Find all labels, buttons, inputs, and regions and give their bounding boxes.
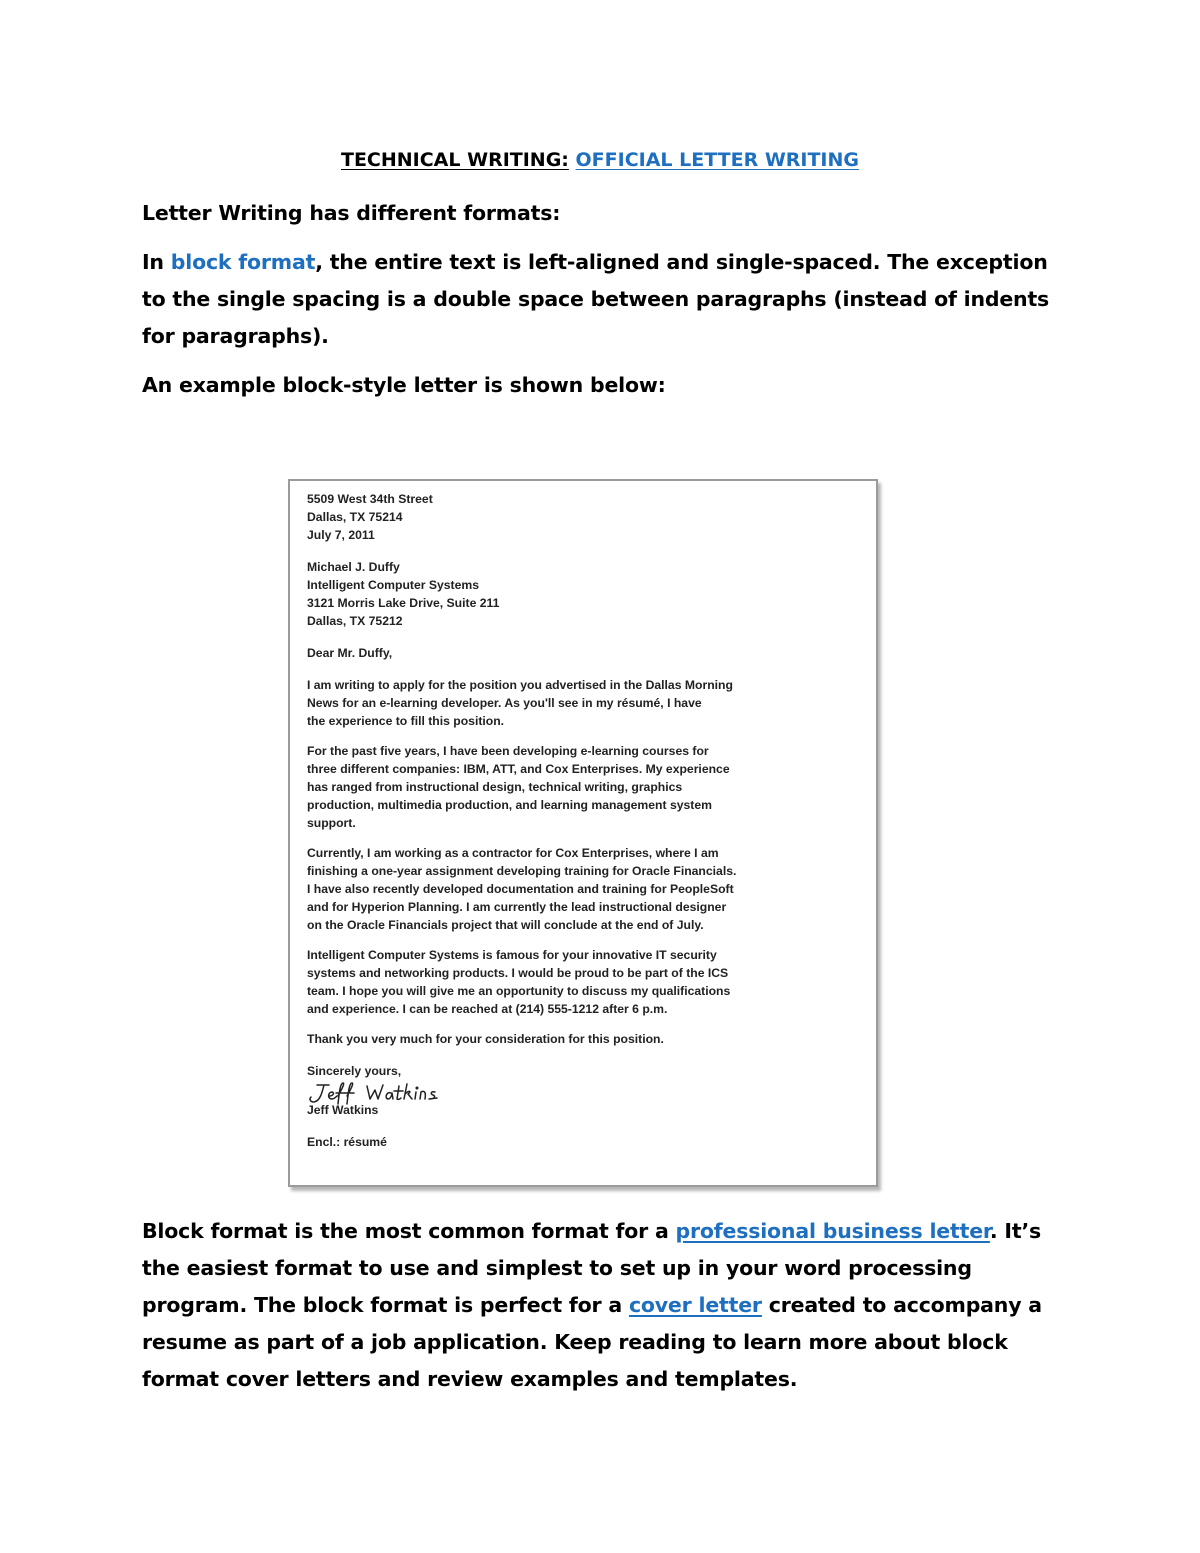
sender-line: Dallas, TX 75214 [307,510,403,524]
recipient-line: Intelligent Computer Systems [307,578,480,592]
page-title [0,146,1200,174]
letter-paragraph [307,676,867,730]
closing-text: created to accompany a resume as part of a job application. Keep reading to learn more about block format cover letters and review examples and templates. [142,1293,1042,1391]
letter-line: has ranged from instructional design, technical writing, graphics [307,780,683,794]
letter-paragraph [307,946,867,1018]
letter-line: I am writing to apply for the position you advertised in the Dallas Morning [307,678,733,692]
letter-paragraph [307,1030,867,1048]
letter-line: on the Oracle Financials project that will conclude at the end of July. [307,918,704,932]
letter-line: and experience. I can be reached at (214) 555-1212 after 6 p.m. [307,1002,668,1016]
cover-letter-link[interactable]: cover letter [628,1293,762,1317]
intro-paragraph: Letter Writing has different formats: [142,201,561,225]
recipient-line: Michael J. Duffy [307,560,400,574]
recipient-line: 3121 Morris Lake Drive, Suite 211 [307,596,500,610]
letter-line: finishing a one-year assignment developing training for Oracle Financials. [307,864,737,878]
letter-line: three different companies: IBM, ATT, and Cox Enterprises. My experience [307,762,730,776]
block-format-paragraph [142,244,1052,355]
letter-enclosure: Encl.: résumé [307,1135,387,1149]
closing-text: . It’s the easiest format to use and simplest to set up in your word processing program. The block format is perfect for a [142,1219,1042,1317]
block-format-term: block format [170,250,316,274]
letter-line: News for an e-learning developer. As you'll see in my résumé, I have [307,696,702,710]
letter-signer: Jeff Watkins [307,1103,379,1117]
example-intro-paragraph: An example block-style letter is shown below: [142,373,666,397]
letter-line: For the past five years, I have been developing e-learning courses for [307,744,709,758]
professional-business-letter-link[interactable]: professional business letter [675,1219,990,1243]
letter-line: I have also recently developed documentation and training for PeopleSoft [307,882,734,896]
letter-line: team. I hope you will give me an opportunity to discuss my qualifications [307,984,731,998]
block-para-prefix: In [142,250,164,274]
letter-line: systems and networking products. I would be proud to be part of the ICS [307,966,729,980]
title-main-text: TECHNICAL WRITING: [340,149,569,171]
letter-paragraph [307,742,867,832]
letter-line: Thank you very much for your consideration for this position. [307,1032,664,1046]
letter-date: July 7, 2011 [307,528,375,542]
letter-line: support. [307,816,356,830]
example-letter-image [288,479,878,1187]
block-para-rest: , the entire text is left-aligned and single-spaced. The exception to the single spacing is a double space between paragraphs (instead of indents for paragraphs). [142,250,1050,348]
letter-line: the experience to fill this position. [307,714,505,728]
letter-line: Currently, I am working as a contractor for Cox Enterprises, where I am [307,846,719,860]
letter-closing: Sincerely yours, [307,1064,402,1078]
closing-paragraph [142,1213,1052,1398]
letter-line: production, multimedia production, and learning management system [307,798,712,812]
closing-text: Block format is the most common format for a [142,1219,676,1243]
letter-line: Intelligent Computer Systems is famous for your innovative IT security [307,948,717,962]
sender-line: 5509 West 34th Street [307,492,433,506]
letter-line: and for Hyperion Planning. I am currently the lead instructional designer [307,900,727,914]
recipient-line: Dallas, TX 75212 [307,614,403,628]
title-link[interactable]: OFFICIAL LETTER WRITING [575,149,860,171]
letter-body [307,490,867,1151]
letter-salutation: Dear Mr. Duffy, [307,646,393,660]
letter-paragraph [307,844,867,934]
